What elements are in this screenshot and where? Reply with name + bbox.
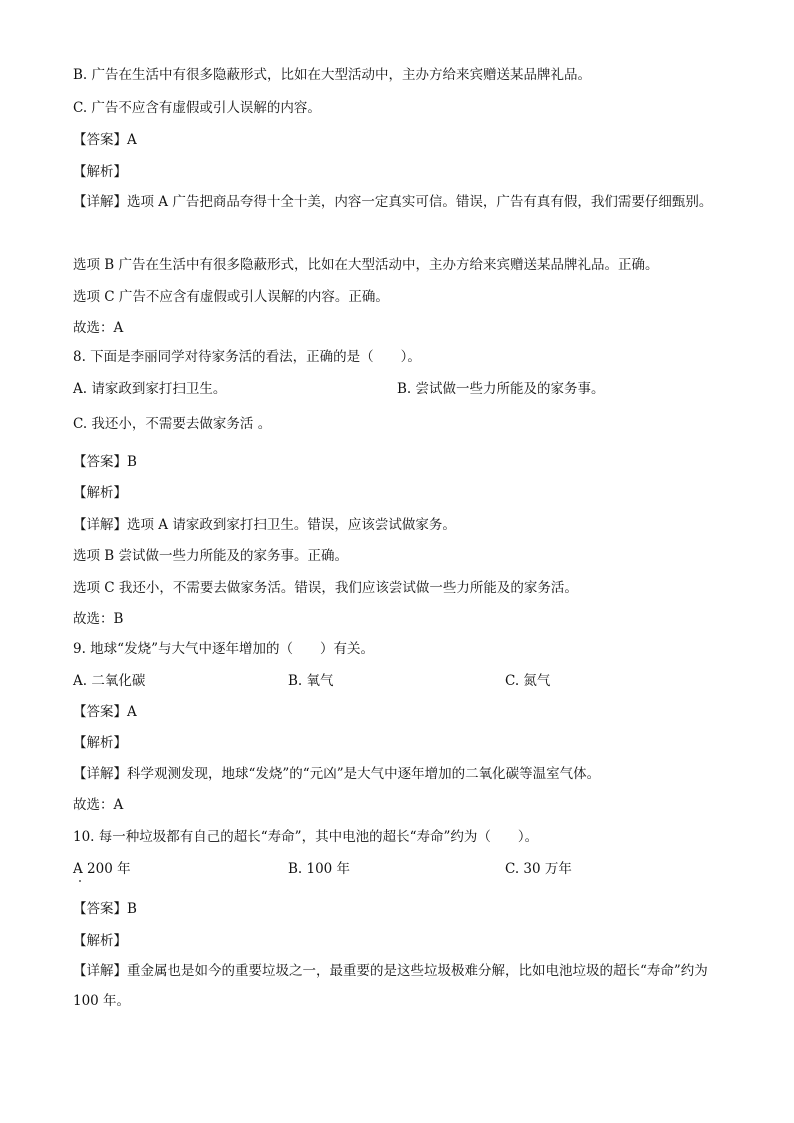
answer-label: 【答案】A: [73, 704, 137, 720]
option-c: C. 我还小，不需要去做家务活 。: [73, 416, 272, 432]
option-b-text: B. 广告在生活中有很多隐蔽形式，比如在大型活动中，主办方给来宾赠送某品牌礼品。: [73, 67, 592, 83]
option-c-text: C. 广告不应含有虚假或引人误解的内容。: [73, 100, 321, 116]
answer-label: 【答案】B: [73, 454, 137, 470]
option-c: C. 30 万年: [505, 861, 572, 877]
answer-label: 【答案】A: [73, 132, 137, 148]
choice-result: 故选：B: [73, 611, 124, 627]
question-9: 9. 地球“发烧”与大气中逐年增加的（ ）有关。: [73, 641, 374, 657]
option-b: B. 氧气: [288, 673, 334, 689]
choice-result: 故选：A: [73, 797, 124, 813]
choice-result: 故选：A: [73, 320, 124, 336]
detail-text: 选项 C 广告不应含有虚假或引人误解的内容。正确。: [73, 289, 389, 305]
analysis-label: 【解析】: [73, 164, 127, 180]
analysis-label: 【解析】: [73, 933, 127, 949]
answer-label: 【答案】B: [73, 901, 137, 917]
option-b: B. 100 年: [288, 861, 351, 877]
detail-text: 【详解】选项 A 请家政到家打扫卫生。错误，应该尝试做家务。: [73, 517, 456, 533]
option-c: C. 氮气: [505, 673, 551, 689]
detail-text: 【详解】重金属也是如今的重要垃圾之一，最重要的是这些垃圾极难分解，比如电池垃圾的超长“寿命”约为 100 年。: [73, 963, 708, 1009]
stray-dot: [79, 880, 81, 882]
detail-text: 【详解】科学观测发现，地球“发烧”的“元凶”是大气中逐年增加的二氧化碳等温室气体。: [73, 766, 601, 782]
option-b: B. 尝试做一些力所能及的家务事。: [397, 381, 605, 397]
option-a: A. 二氧化碳: [73, 673, 146, 689]
detail-text: 选项 B 广告在生活中有很多隐蔽形式，比如在大型活动中，主办方给来宾赠送某品牌礼品。正确。: [73, 257, 659, 273]
analysis-label: 【解析】: [73, 485, 127, 501]
question-8: 8. 下面是李丽同学对待家务活的看法，正确的是（ ）。: [73, 349, 421, 365]
detail-text: 选项 C 我还小，不需要去做家务活。错误，我们应该尝试做一些力所能及的家务活。: [73, 580, 578, 596]
detail-text: 选项 B 尝试做一些力所能及的家务事。正确。: [73, 548, 349, 564]
analysis-label: 【解析】: [73, 735, 127, 751]
option-a: A. 请家政到家打扫卫生。: [73, 381, 227, 397]
option-a: A 200 年: [73, 861, 131, 877]
detail-text: 【详解】选项 A 广告把商品夸得十全十美，内容一定真实可信。错误，广告有真有假，我们需要仔细甄别。: [73, 194, 713, 210]
question-10: 10. 每一种垃圾都有自己的超长“寿命”，其中电池的超长“寿命”约为（ ）。: [73, 829, 539, 845]
